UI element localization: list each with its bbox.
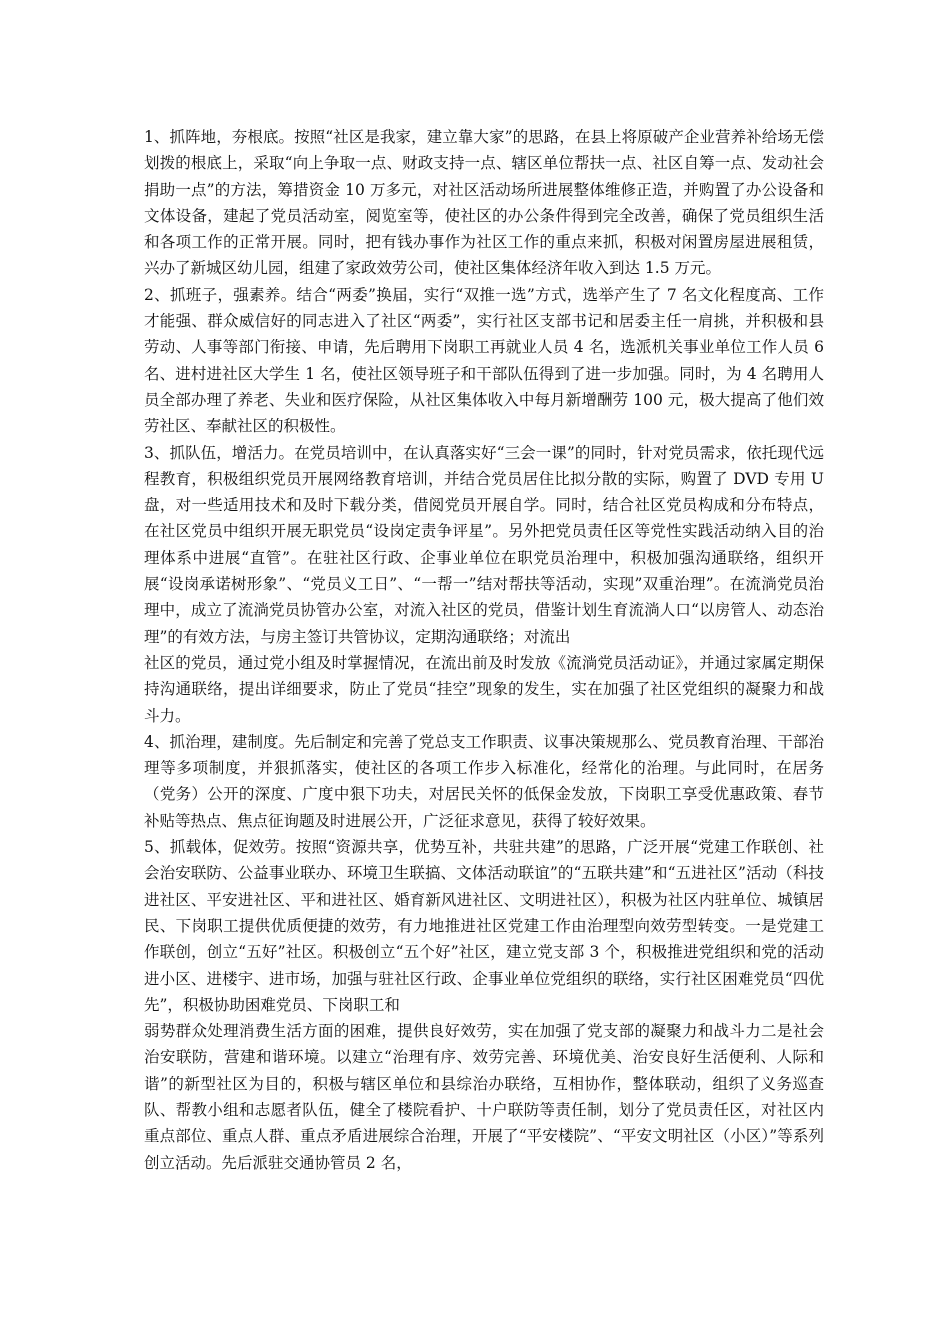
paragraph-4: 4、抓治理，建制度。先后制定和完善了党总支工作职责、议事决策规那么、党员教育治理、干部治理等多项制度，并狠抓落实，使社区的各项工作步入标准化，经常化的治理。与此同时，在居务（党务）公开的深度、广度中狠下功夫，对居民关怀的低保金发放，下岗职工享受优惠政策、春节补贴等热点、焦点征询题及时进展公开，广泛征求意见，获得了较好效果。 bbox=[144, 732, 824, 830]
paragraph-3: 3、抓队伍，增活力。在党员培训中，在认真落实好“三会一课”的同时，针对党员需求，依托现代远程教育，积极组织党员开展网络教育培训，并结合党员居住比拟分散的实际，购置了 DVD 专用 U 盘，对一些适用技术和及时下载分类，借阅党员开展自学。同时，结合社区党员构成和分布特点，在社区党员中组织开展无职党员“设岗定责争评星”。另外把党员责任区等党性实践活动纳入目的治理体系中进展“直管”。在驻社区行政、企事业单位在职党员治理中，积极加强沟通联络，组织开展“设岗承诺树形象”、“党员义工日”、“一帮一”结对帮扶等活动，实现”双重治理”。在流淌党员治理中，成立了流淌党员协管办公室，对流入社区的党员，借鉴计划生育流淌人口“以房管人、动态治理”的有效方法，与房主签订共管协议，定期沟通联络；对流出 bbox=[144, 443, 824, 646]
paragraph-2: 2、抓班子，强素养。结合“两委”换届，实行“双推一选”方式，选举产生了 7 名文化程度高、工作才能强、群众威信好的同志进入了社区“两委”，实行社区支部书记和居委主任一肩挑，并积极和县劳动、人事等部门衔接、申请，先后聘用下岗职工再就业人员 4 名，选派机关事业单位工作人员 6 名、进村进社区大学生 1 名，使社区领导班子和干部队伍得到了进一步加强。同时，为 4 名聘用人员全部办理了养老、失业和医疗保险，从社区集体收入中每月新增酬劳 100 元，极大提高了他们效劳社区、奉献社区的积极性。 bbox=[144, 285, 824, 436]
paragraph-5-continued: 弱势群众处理消费生活方面的困难，提供良好效劳，实在加强了党支部的凝聚力和战斗力二是社会治安联防，营建和谐环境。以建立“治理有序、效劳完善、环境优美、治安良好生活便利、人际和谐”的新型社区为目的，积极与辖区单位和县综治办联络，互相协作，整体联动，组织了义务巡查队、帮教小组和志愿者队伍，健全了楼院看护、十户联防等责任制，划分了党员责任区，对社区内重点部位、重点人群、重点矛盾进展综合治理，开展了“平安楼院”、“平安文明社区（小区）”等系列创立活动。先后派驻交通协管员 2 名， bbox=[144, 1022, 824, 1172]
document-body bbox=[144, 124, 824, 1176]
paragraph-1: 1、抓阵地，夯根底。按照“社区是我家，建立靠大家”的思路，在县上将原破产企业营养补给场无偿划拨的根底上，采取“向上争取一点、财政支持一点、辖区单位帮扶一点、社区自筹一点、发动社会捐助一点”的方法，筹措资金 10 万多元，对社区活动场所进展整体维修正造，并购置了办公设备和文体设备，建起了党员活动室，阅览室等，使社区的办公条件得到完全改善，确保了党员组织生活和各项工作的正常开展。同时，把有钱办事作为社区工作的重点来抓，积极对闲置房屋进展租赁，兴办了新城区幼儿园，组建了家政效劳公司，使社区集体经济年收入到达 1.5 万元。 bbox=[144, 128, 824, 278]
paragraph-5: 5、抓载体，促效劳。按照“资源共享，优势互补，共驻共建”的思路，广泛开展“党建工作联创、社会治安联防、公益事业联办、环境卫生联搞、文体活动联谊”的“五联共建”和“五进社区”活动（科技进社区、平安进社区、平和进社区、婚育新风进社区、文明进社区），积极为社区内驻单位、城镇居民、下岗职工提供优质便捷的效劳，有力地推进社区党建工作由治理型向效劳型转变。一是党建工作联创，创立“五好”社区。积极创立“五个好”社区，建立党支部 3 个，积极推进党组织和党的活动进小区、进楼宇、进市场，加强与驻社区行政、企事业单位党组织的联络，实行社区困难党员“四优先”，积极协助困难党员、下岗职工和 bbox=[144, 838, 824, 1014]
paragraph-3-continued: 社区的党员，通过党小组及时掌握情况，在流出前及时发放《流淌党员活动证》，并通过家属定期保持沟通联络，提出详细要求，防止了党员“挂空”现象的发生，实在加强了社区党组织的凝聚力和战斗力。 bbox=[144, 653, 824, 725]
